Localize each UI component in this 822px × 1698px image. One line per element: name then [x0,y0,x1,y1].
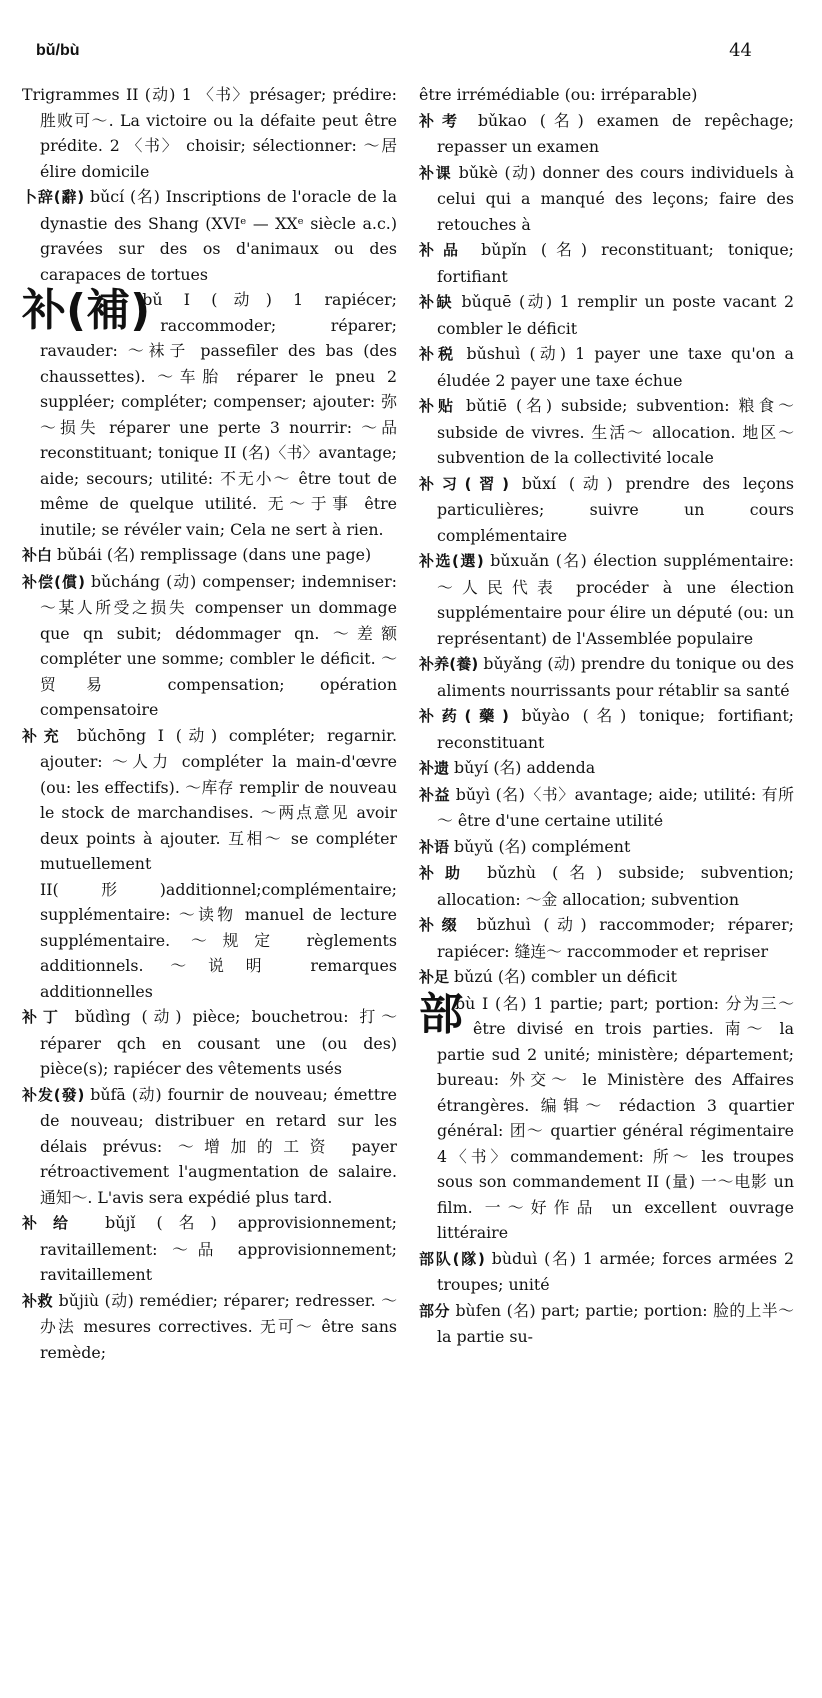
dictionary-entry [22,82,397,184]
entry-definition: bǔjiù (动) remédier; réparer; redresser. ～办法 mesures correctives. 无可～ être sans remède; [40,1290,397,1362]
entry-headword: 补偿(償) [22,572,85,591]
dictionary-entry [22,542,397,569]
entry-definition: bǔjǐ (名) approvisionnement; ravitaillement: ～品 approvisionnement; ravitaillement [40,1213,397,1284]
dictionary-entry [419,160,794,238]
entry-definition: être irrémédiable (ou: irréparable) [419,85,698,104]
entry-headword: 补语 [419,837,450,856]
entry-headword: 补遗 [419,759,450,777]
entry-definition: bǔzhuì (动) raccommoder; réparer; rapiécer: 缝连～ raccommoder et repriser [437,915,794,961]
entry-headword: 补助 [419,864,472,882]
dictionary-entry [419,1298,794,1350]
dictionary-entry [419,289,794,341]
entry-headword: 补益 [419,785,451,804]
entry-headword: 部队(隊) [419,1249,485,1268]
entry-headword: 补足 [419,968,450,986]
dictionary-entry [419,964,794,991]
dictionary-entry [22,1082,397,1211]
entry-definition: bǔyì (名)〈书〉avantage; aide; utilité: 有所～ être d'une certaine utilité [437,784,794,830]
dictionary-entry [419,782,794,834]
dictionary-entry [22,1004,397,1082]
entry-headword: 补救 [22,1291,54,1310]
page-header [36,32,786,72]
entry-definition: bǔfā (动) fournir de nouveau; émettre de nouveau; distribuer en retard sur les délais prévus: ～增加的工资 payer rétroactivement l'augmentation de salaire. 通知～. L'avis sera expédié plus tard. [40,1084,397,1207]
dictionary-entry [419,341,794,393]
dictionary-entry [419,82,794,108]
dictionary-entry [419,548,794,651]
entry-definition: bǔpǐn (名) reconstituant; tonique; fortifiant [437,240,794,286]
running-head: bǔ/bù [36,42,80,59]
dictionary-entry [419,912,794,964]
entry-headword: 补课 [419,163,453,182]
entry-definition: bǔdìng (动) pièce; bouchetrou: 打～ réparer qch en cousant une (ou des) pièce(s); rapiécer des vêtements usés [40,1007,397,1078]
entry-headword: 补品 [419,241,468,259]
entry-headword: 补选(選) [419,552,484,570]
entry-definition: bǔkè (动) donner des cours individuels à celui qui a manqué des leçons; faire des retouches à [437,162,794,234]
entry-headword: 补养(養) [419,655,479,673]
entry-definition: bǔ I (动) 1 rapiécer; raccommoder; réparer; ravauder: ～袜子 passefiler des bas (des chaussettes). ～车胎 réparer le pneu 2 suppléer; compléter; compenser; ajouter: 弥～损失 réparer une perte 3 nourrir: ～品 reconstituant; tonique II (名)〈书〉avantage; aide; secours; utilité: 不无小～ être tout de même de quelque utilité. 无～于事 être inutile; se révéler vain; Cela ne sert à rien. [40,290,397,539]
dictionary-entry [22,1288,397,1366]
entry-headword: 部分 [419,1301,450,1320]
entry-definition: bǔkao (名) examen de repêchage; repasser un examen [437,110,794,156]
entry-definition: bǔyào (名) tonique; fortifiant; reconstituant [437,706,794,752]
entry-definition: bǔquē (动) 1 remplir un poste vacant 2 combler le déficit [437,292,794,338]
entry-headword: 补药(藥) [419,707,509,725]
entry-definition: bǔyǔ (名) complément [449,836,631,856]
entry-definition: bǔcháng (动) compenser; indemniser: ～某人所受之损失 compenser un dommage que qn subit; dédommager qn. ～差额 compléter une somme; combler le déficit. ～贸易 compensation; opération compensatoire [40,571,397,719]
left-column [22,82,397,1668]
entry-definition: bǔyǎng (动) prendre du tonique ou des aliments nourrissants pour rétablir sa santé [437,654,794,700]
dictionary-entry [419,471,794,549]
dictionary-entry [22,1210,397,1288]
entry-headword: 补丁 [22,1008,64,1026]
main-headword: 部 [419,988,463,1040]
dictionary-entry [419,393,794,471]
dictionary-entry [419,860,794,912]
entry-definition: bǔyí (名) addenda [449,758,596,777]
entry-headword: 补给 [22,1214,85,1232]
dictionary-entry [22,184,397,287]
entry-headword: 补考 [419,111,465,130]
dictionary-entry [419,755,794,782]
entry-definition: bù I (名) 1 partie; part; portion: 分为三～ être divisé en trois parties. 南～ la partie sud 2 unité; ministère; département; bureau: 外交～ le Ministère des Affaires étrangères. 编辑～ rédaction 3 quartier général: 团～ quartier général régimentaire 4〈书〉commandement: 所～ les troupes sous son commandement II (量) 一～电影 un film. 一～好作品 un excellent ouvrage littéraire [437,993,794,1242]
dictionary-entry [419,834,794,861]
entry-definition: bǔxí (动) prendre des leçons particulières; suivre un cours complémentaire [437,473,794,545]
dictionary-entry [419,651,794,703]
page-number: 44 [729,40,752,61]
dictionary-entry [22,287,397,542]
dictionary-entry [22,723,397,1005]
main-headword: 补(補) [22,285,151,336]
entry-headword: 补缀 [419,916,465,934]
entry-definition: bǔbái (名) remplissage (dans une page) [52,545,372,564]
dictionary-entry [419,237,794,289]
right-column [419,82,794,1668]
entry-headword: 补贴 [419,397,457,415]
dictionary-entry [419,988,794,1246]
dictionary-entry [22,569,397,723]
entry-headword: 补白 [22,546,53,564]
dictionary-entry [419,1246,794,1298]
dictionary-entry [419,703,794,755]
entry-definition: bǔzhù (名) subside; subvention; allocation: ～金 allocation; subvention [437,863,794,909]
dictionary-entry [419,108,794,160]
entry-headword: 补缺 [419,293,455,311]
entry-definition: bùfen (名) part; partie; portion: 脸的上半～ la partie su- [437,1300,794,1346]
entry-definition: bǔzú (名) combler un déficit [449,967,678,986]
entry-definition: bǔshuì (动) 1 payer une taxe qu'on a éludée 2 payer une taxe échue [437,344,794,390]
entry-headword: 补充 [22,726,66,745]
entry-definition: bǔxuǎn (名) élection supplémentaire: ～人民代表 procéder à une élection supplémentaire pour élire un député (ou: un représentant) de l'Assemblée populaire [437,551,794,648]
entry-definition: bùduì (名) 1 armée; forces armées 2 troupes; unité [437,1248,794,1294]
entry-definition: bǔcí (名) Inscriptions de l'oracle de la dynastie des Shang (XVIᵉ — XXᵉ siècle a.c.) gravées sur des os d'animaux ou des carapaces de tortues [40,187,397,284]
entry-headword: 补发(發) [22,1085,85,1104]
entry-definition: Trigrammes II (动) 1 〈书〉présager; prédire: 胜败可～. La victoire ou la défaite peut être prédite. 2 〈书〉 choisir; sélectionner: ～居 élire domicile [22,85,397,181]
entry-headword: 补税 [419,345,458,363]
entry-headword: 补习(習) [419,474,509,493]
entry-headword: 卜辞(辭) [22,188,85,206]
entry-definition: bǔtiē (名) subside; subvention: 粮食～ subside de vivres. 生活～ allocation. 地区～ subvention de la collectivité locale [437,396,794,467]
columns [22,82,794,1668]
entry-definition: bǔchōng I (动) compléter; regarnir. ajouter: ～人力 compléter la main-d'œvre (ou: les effectifs). ～库存 remplir de nouveau le stock de marchandises. ～两点意见 avoir deux points à ajouter. 互相～ se compléter mutuellement II(形)additionnel;complémentaire; supplémentaire: ～读物 manuel de lecture supplémentaire. ～规定 règlements additionnels. ～说明 remarques additionnelles [40,725,397,1001]
